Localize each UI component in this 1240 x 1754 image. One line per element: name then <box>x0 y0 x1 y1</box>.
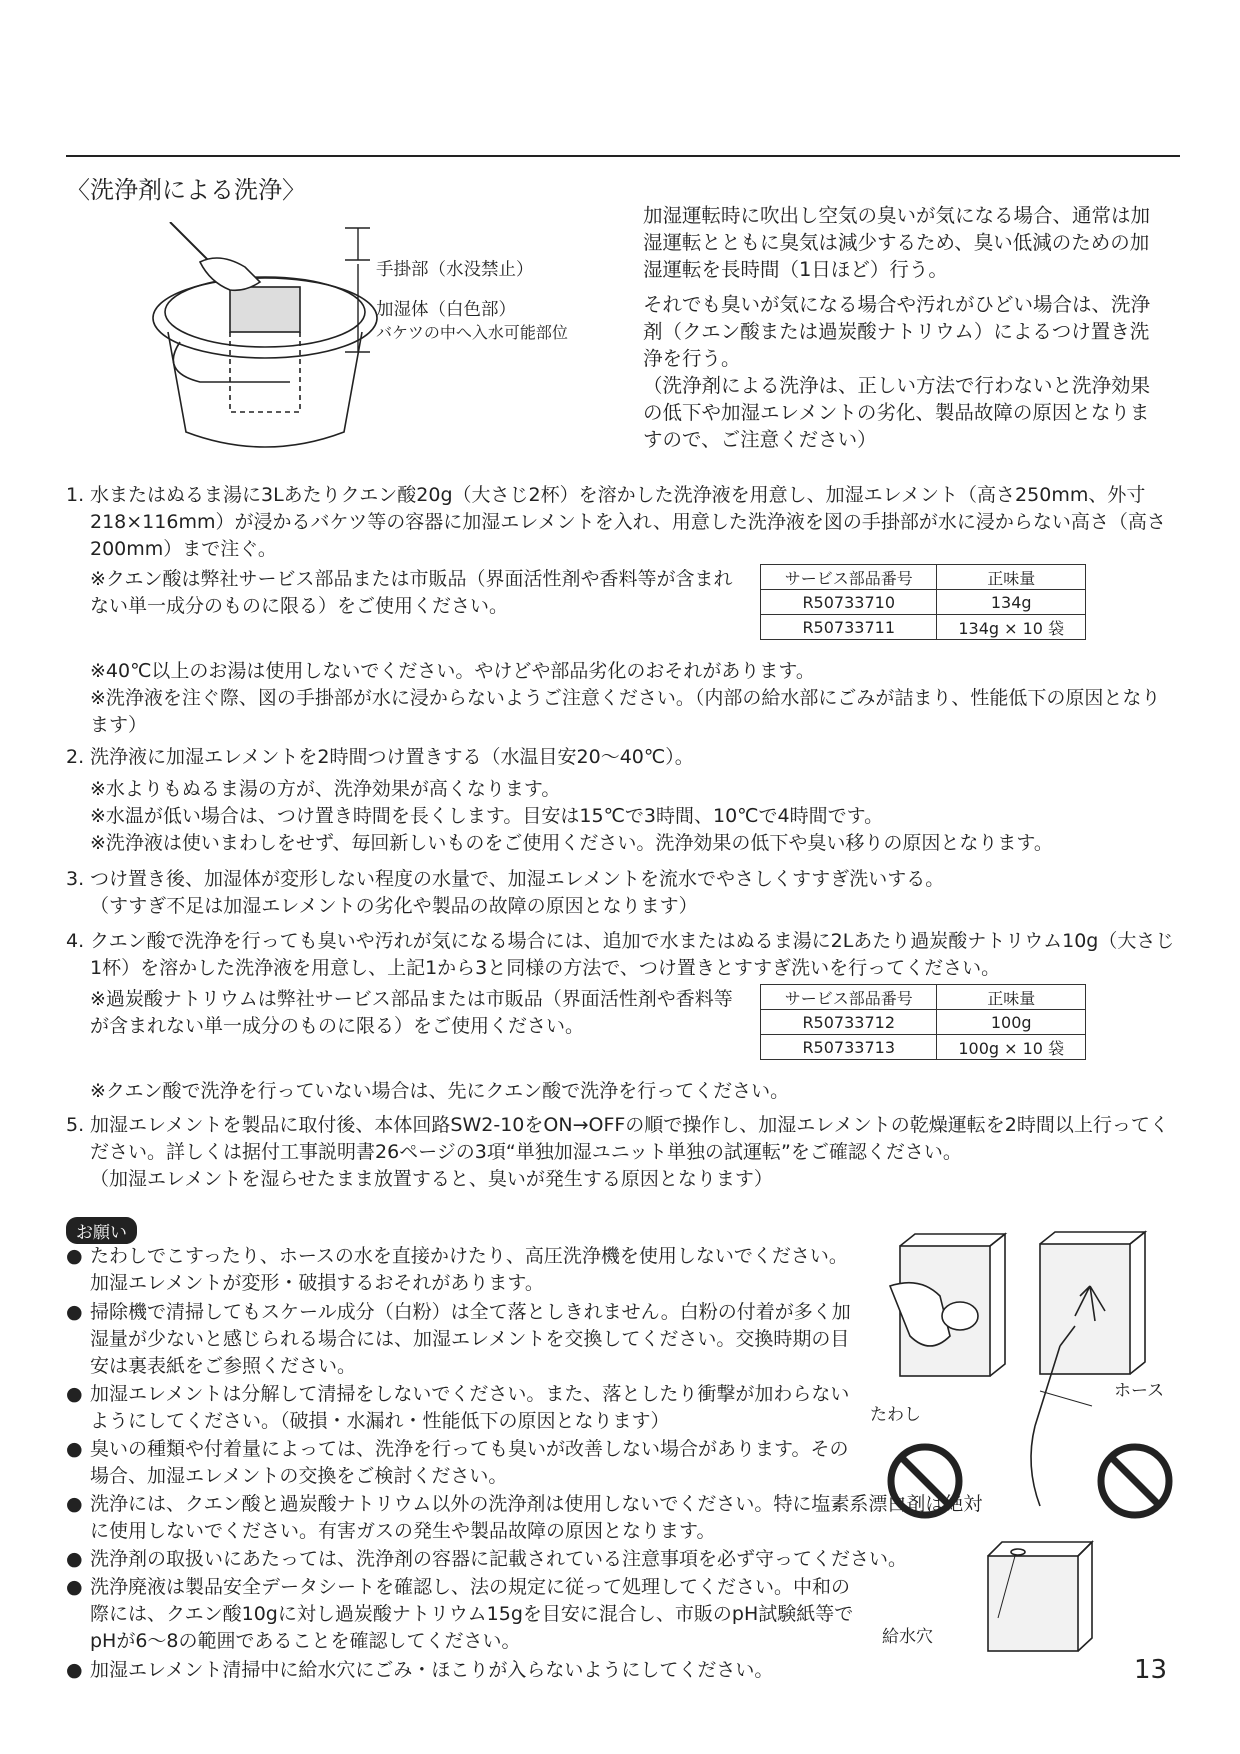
table-cell: 100g <box>937 1010 1086 1035</box>
list-item <box>66 1657 856 1684</box>
table-cell: 134g × 10 袋 <box>937 615 1086 640</box>
label-water-hole: 給水穴 <box>882 1627 933 1647</box>
table-header: 正味量 <box>937 565 1086 590</box>
table-cell: R50733711 <box>761 615 937 640</box>
step-number: 3. <box>66 868 85 890</box>
step-5 <box>66 1112 1186 1193</box>
bullet-text: 加湿エレメント清掃中に給水穴にごみ・ほこりが入らないようにしてください。 <box>90 1659 774 1681</box>
step-1 <box>66 482 1186 563</box>
intro-text <box>643 202 1163 461</box>
bullet-text: 臭いの種類や付着量によっては、洗浄を行っても臭いが改善しない場合があります。その場合、加湿エレメントの交換をご検討ください。 <box>90 1438 849 1487</box>
bullet-text: 加湿エレメントは分解して清掃をしないでください。また、落としたり衝撃が加わらないようにしてください。（破損・水漏れ・性能低下の原因となります） <box>90 1383 850 1432</box>
label-hose: ホース <box>1114 1381 1165 1401</box>
table-header: サービス部品番号 <box>761 985 937 1010</box>
table-header: サービス部品番号 <box>761 565 937 590</box>
step-text: 水またはぬるま湯に3Lあたりクエン酸20g（大さじ2杯）を溶かした洗浄液を用意し、加湿エレメント（高さ250mm、外寸218×116mm）が浸かるバケツ等の容器に加湿エレメントを入れ、用意した洗浄液を図の手掛部が水に浸からない高さ（高さ200mm）まで注ぐ。 <box>90 484 1166 560</box>
label-body-sub: バケツの中へ入水可能部位 <box>376 323 568 342</box>
step-4 <box>66 928 1186 982</box>
step-text: 加湿エレメントを製品に取付後、本体回路SW2-10をON→OFFの順で操作し、加湿エレメントの乾燥運転を2時間以上行ってください。詳しくは据付工事説明書26ページの3項“単独加湿ユニット単独の試運転”をご確認ください。 <box>90 1114 1169 1163</box>
bullet-text: たわしでこすったり、ホースの水を直接かけたり、高圧洗浄機を使用しないでください。加湿エレメントが変形・破損するおそれがあります。 <box>90 1245 848 1294</box>
request-badge: お願い <box>66 1217 137 1244</box>
bullet-mark: ● <box>66 1659 83 1681</box>
parts-table-percarbonate <box>760 984 1086 1060</box>
bullet-mark: ● <box>66 1548 83 1570</box>
intro-para: （洗浄剤による洗浄は、正しい方法で行わないと洗浄効果の低下や加湿エレメントの劣化、製品故障の原因となりますので、ご注意ください） <box>643 374 1151 451</box>
step-2-note: ※水温が低い場合は、つけ置き時間を長くします。目安は15℃で3時間、10℃で4時間です。 <box>90 805 884 827</box>
list-item <box>66 1243 856 1297</box>
page-number: 13 <box>1134 1655 1168 1685</box>
label-body: 加湿体（白色部） <box>376 300 516 320</box>
step-text: クエン酸で洗浄を行っても臭いや汚れが気になる場合には、追加で水またはぬるま湯に2Lあたり過炭酸ナトリウム10g（大さじ1杯）を溶かした洗浄液を用意し、上記1から3と同様の方法で、つけ置きとすすぎ洗いを行ってください。 <box>90 930 1175 979</box>
step-sub: （加湿エレメントを湿らせたまま放置すると、臭いが発生する原因となります） <box>90 1168 773 1190</box>
step-1-note: ※40℃以上のお湯は使用しないでください。やけどや部品劣化のおそれがあります。 <box>90 660 815 682</box>
step-2-note: ※洗浄液は使いまわしをせず、毎回新しいものをご使用ください。洗浄効果の低下や臭い移りの原因となります。 <box>90 832 1053 854</box>
step-number: 5. <box>66 1114 85 1136</box>
list-item <box>66 1299 856 1380</box>
cleaning-illustration <box>860 1226 1190 1656</box>
step-sub: （すすぎ不足は加湿エレメントの劣化や製品の故障の原因となります） <box>90 895 698 917</box>
step-3 <box>66 866 1186 920</box>
bullet-text: 洗浄には、クエン酸と過炭酸ナトリウム以外の洗浄剤は使用しないでください。特に塩素系漂白剤は絶対に使用しないでください。有害ガスの発生や製品故障の原因となります。 <box>90 1493 983 1542</box>
bullet-mark: ● <box>66 1576 83 1598</box>
bullet-mark: ● <box>66 1438 83 1460</box>
label-brush: たわし <box>870 1405 921 1425</box>
top-rule <box>66 155 1180 157</box>
intro-para: それでも臭いが気になる場合や汚れがひどい場合は、洗浄剤（クエン酸または過炭酸ナトリウム）によるつけ置き洗浄を行う。 <box>643 293 1151 370</box>
bullet-mark: ● <box>66 1301 83 1323</box>
list-item <box>66 1574 856 1655</box>
list-item <box>66 1381 856 1435</box>
step-text: 洗浄液に加湿エレメントを2時間つけ置きする（水温目安20～40℃）。 <box>90 746 694 768</box>
step-text: つけ置き後、加湿体が変形しない程度の水量で、加湿エレメントを流水でやさしくすすぎ洗いする。 <box>90 868 945 890</box>
table-cell: 134g <box>937 590 1086 615</box>
intro-para: 加湿運転時に吹出し空気の臭いが気になる場合、通常は加湿運転とともに臭気は減少するため、臭い低減のための加湿運転を長時間（1日ほど）行う。 <box>643 204 1151 281</box>
step-1-note: ※クエン酸は弊社サービス部品または市販品（界面活性剤や香料等が含まれない単一成分のものに限る）をご使用ください。 <box>90 568 733 617</box>
table-header: 正味量 <box>937 985 1086 1010</box>
bullet-mark: ● <box>66 1493 83 1515</box>
table-cell: R50733712 <box>761 1010 937 1035</box>
bullet-mark: ● <box>66 1245 83 1267</box>
list-item <box>66 1436 856 1490</box>
step-2 <box>66 744 1186 771</box>
bullet-mark: ● <box>66 1383 83 1405</box>
bullet-text: 洗浄剤の取扱いにあたっては、洗浄剤の容器に記載されている注意事項を必ず守ってください。 <box>90 1548 908 1570</box>
parts-table-citric <box>760 564 1086 640</box>
step-number: 1. <box>66 484 85 506</box>
step-4-note: ※過炭酸ナトリウムは弊社サービス部品または市販品（界面活性剤や香料等が含まれない単一成分のものに限る）をご使用ください。 <box>90 988 733 1037</box>
section-title: 〈洗浄剤による洗浄〉 <box>66 176 306 204</box>
step-number: 2. <box>66 746 85 768</box>
step-2-note: ※水よりもぬるま湯の方が、洗浄効果が高くなります。 <box>90 778 561 800</box>
bullet-text: 洗浄廃液は製品安全データシートを確認し、法の規定に従って処理してください。中和の際には、クエン酸10gに対し過炭酸ナトリウム15gを目安に混合し、市販のpH試験紙等でpHが6～8の範囲であることを確認してください。 <box>90 1576 854 1652</box>
table-cell: R50733710 <box>761 590 937 615</box>
step-4-note: ※クエン酸で洗浄を行っていない場合は、先にクエン酸で洗浄を行ってください。 <box>90 1080 790 1102</box>
step-number: 4. <box>66 930 85 952</box>
table-cell: 100g × 10 袋 <box>937 1035 1086 1060</box>
bullet-text: 掃除機で清掃してもスケール成分（白粉）は全て落としきれません。白粉の付着が多く加湿量が少ないと感じられる場合には、加湿エレメントを交換してください。交換時期の目安は裏表紙をご参照ください。 <box>90 1301 851 1377</box>
label-handle: 手掛部（水没禁止） <box>376 260 534 280</box>
step-1-note: ※洗浄液を注ぐ際、図の手掛部が水に浸からないようご注意ください。（内部の給水部にごみが詰まり、性能低下の原因となります） <box>90 687 1161 736</box>
table-cell: R50733713 <box>761 1035 937 1060</box>
